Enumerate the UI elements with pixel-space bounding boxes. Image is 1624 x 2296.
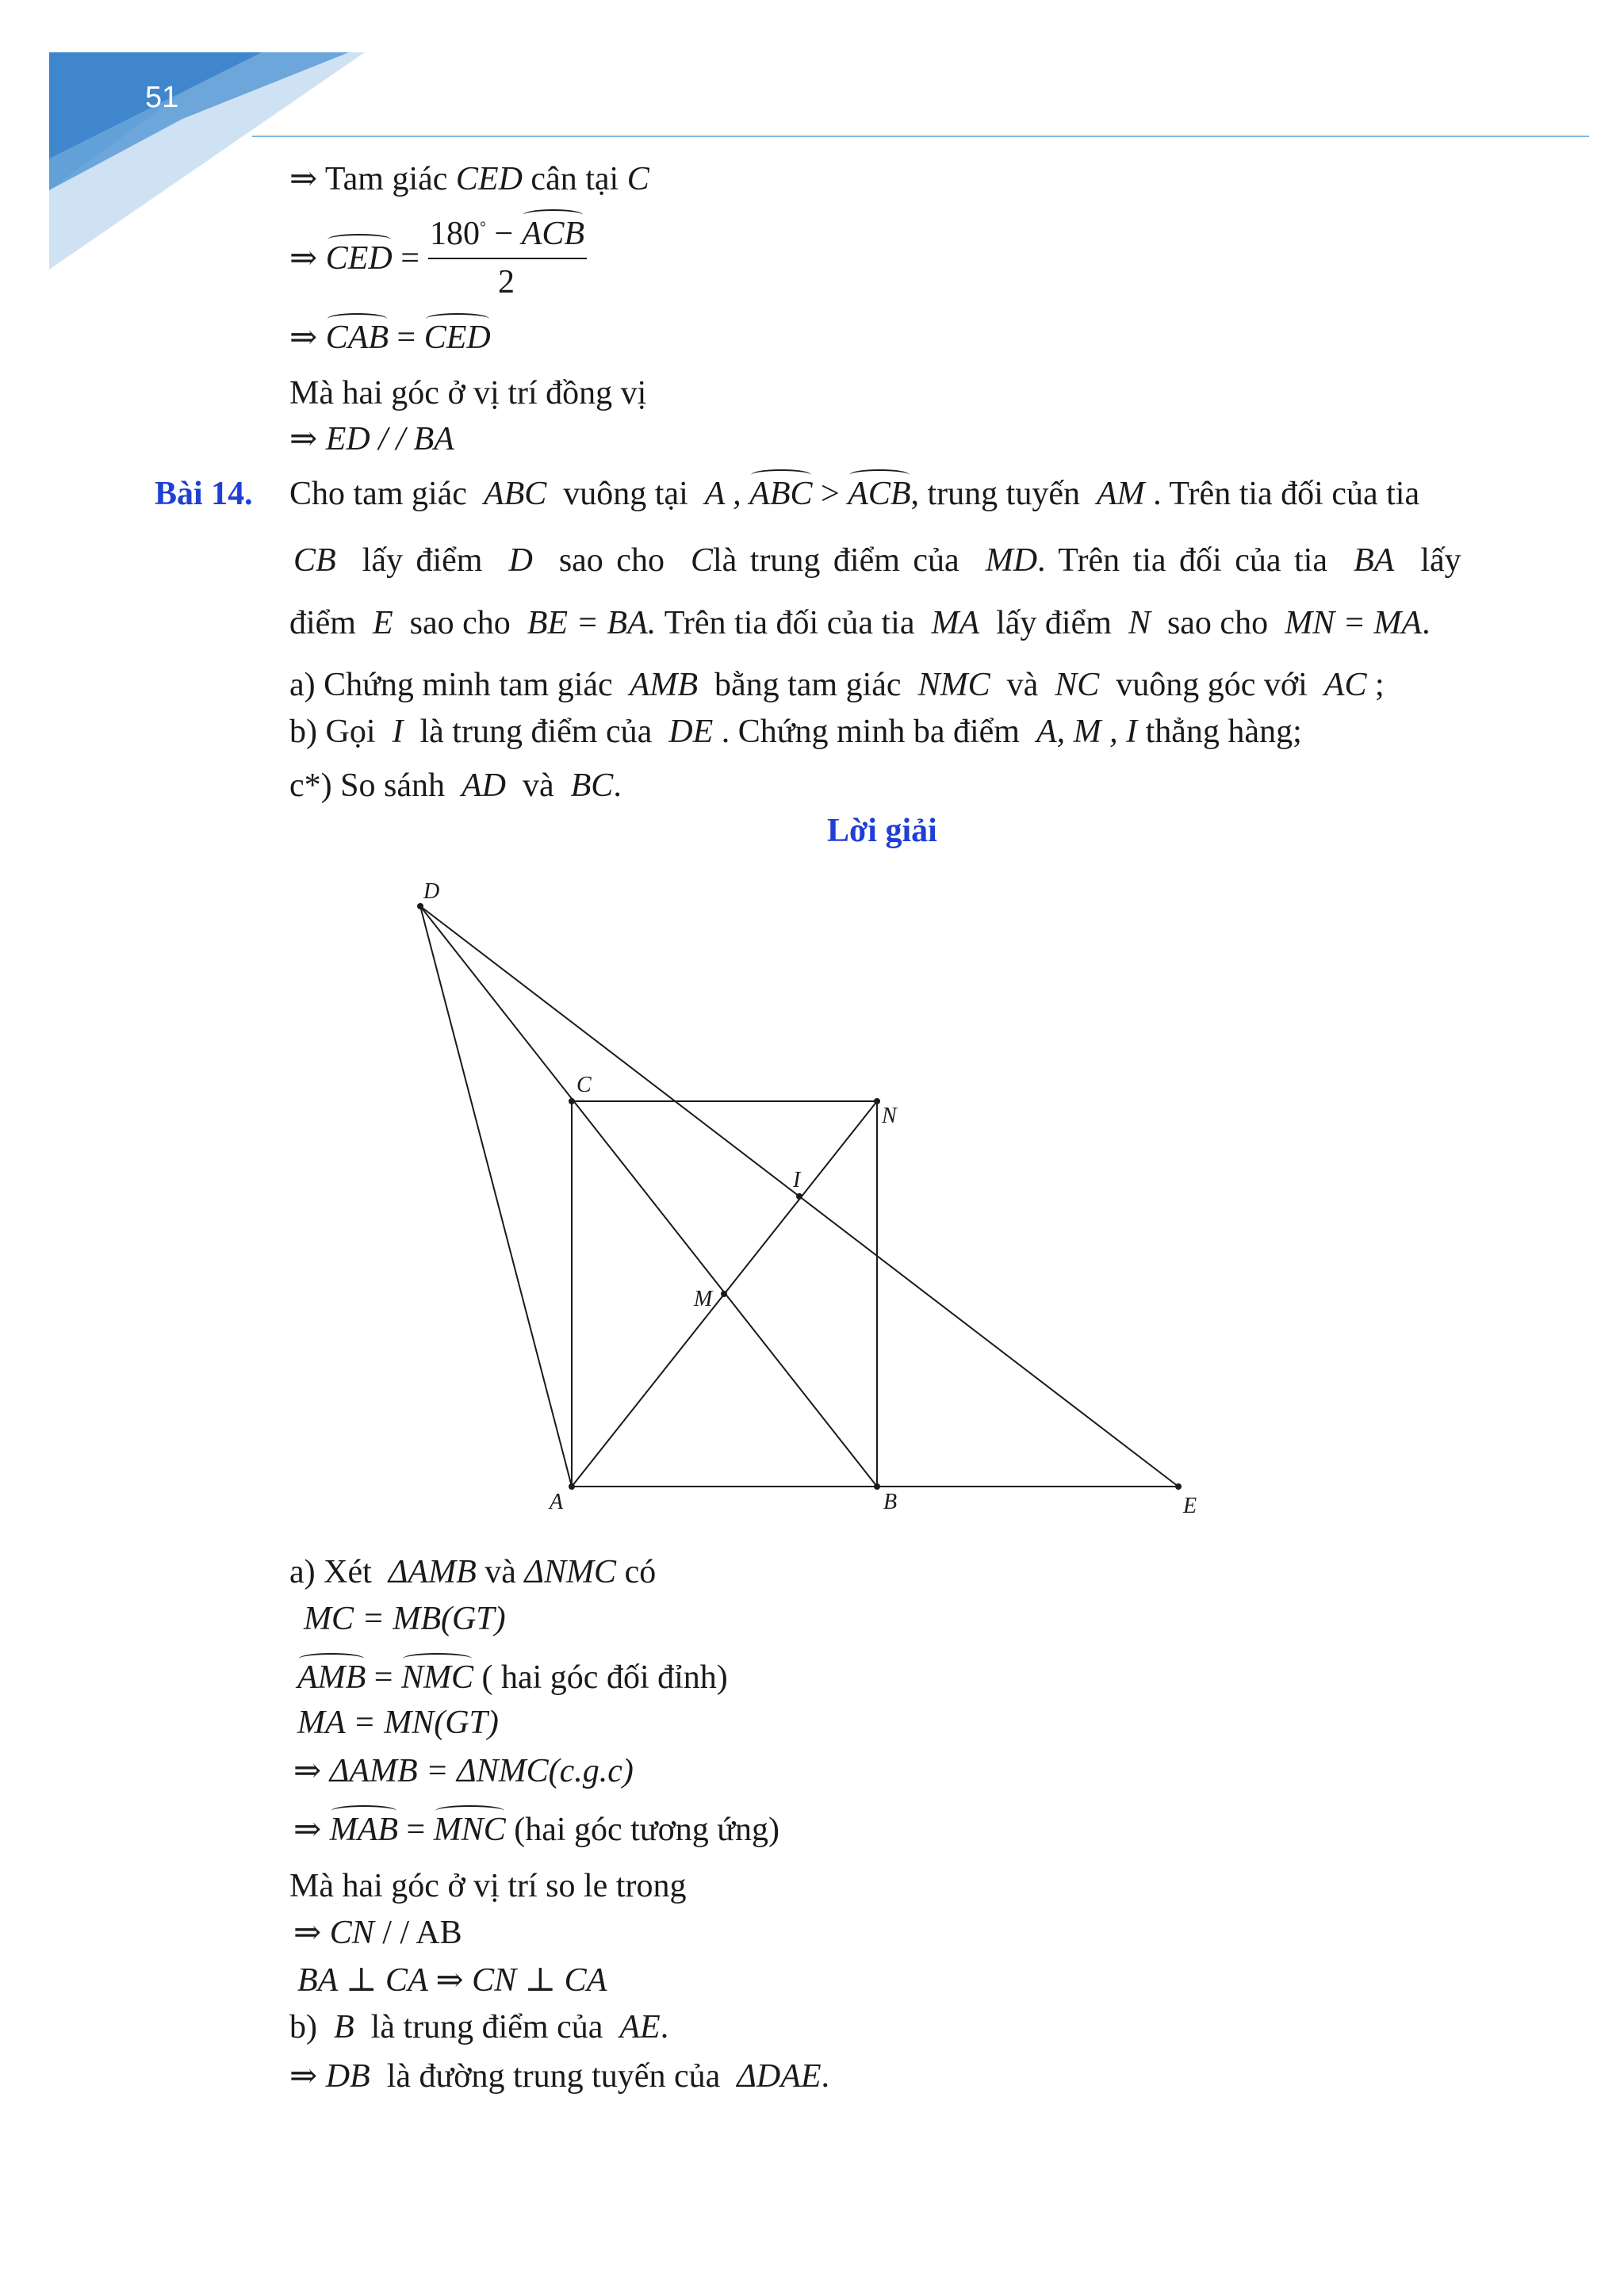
solution-title: Lời giải — [827, 813, 937, 849]
question-c: c*) So sánh AD và BC. — [289, 767, 622, 804]
point-N — [874, 1098, 880, 1104]
problem-line-3: điểm E sao cho BE = BA. Trên tia đối của tia MA lấy điểm N sao cho MN = MA. — [289, 605, 1431, 641]
point-E — [1175, 1483, 1182, 1490]
label-I: I — [793, 1168, 801, 1192]
label-D: D — [423, 879, 440, 904]
question-a: a) Chứng minh tam giác AMB bằng tam giác NMC và NC vuông góc với AC ; — [289, 667, 1385, 703]
solution-line-5: ⇒ ΔAMB = ΔNMC(c.g.c) — [293, 1753, 634, 1789]
segment-DB — [420, 906, 877, 1487]
label-B: B — [883, 1490, 898, 1514]
prev-line-5: ⇒ ED / / BA — [289, 421, 454, 457]
solution-line-4: MA = MN(GT) — [297, 1705, 499, 1741]
label-M: M — [694, 1287, 713, 1311]
geometry-figure — [381, 872, 1253, 1530]
prev-line-1: ⇒ Tam giác CED cân tại C — [289, 161, 649, 197]
prev-line-4: Mà hai góc ở vị trí đồng vị — [289, 375, 647, 411]
point-D — [417, 903, 423, 909]
point-M — [721, 1291, 727, 1297]
label-A: A — [550, 1490, 564, 1514]
problem-line-2: CB lấy điểm D sao cho Clà trung điểm của MD. Trên tia đối của tia BA lấy — [293, 542, 1461, 579]
header-rule — [252, 136, 1589, 137]
segment-DA — [420, 906, 572, 1487]
label-E: E — [1183, 1494, 1197, 1518]
point-C — [569, 1098, 575, 1104]
solution-line-7: Mà hai góc ở vị trí so le trong — [289, 1868, 687, 1904]
label-C: C — [576, 1073, 592, 1097]
problem-line-1: Cho tam giác ABC vuông tại A , ABC > ACB, trung tuyến AM . Trên tia đối của tia — [289, 476, 1420, 512]
solution-line-8: ⇒ CN / / AB — [293, 1915, 462, 1951]
solution-line-10: b) B là trung điểm của AE. — [289, 2009, 669, 2045]
solution-line-3: AMB = NMC ( hai góc đối đỉnh) — [297, 1659, 728, 1696]
label-N: N — [882, 1104, 897, 1128]
question-b: b) Gọi I là trung điểm của DE . Chứng minh ba điểm A, M , I thẳng hàng; — [289, 714, 1302, 750]
point-I — [796, 1193, 802, 1200]
solution-line-9: BA ⊥ CA ⇒ CN ⊥ CA — [297, 1962, 607, 1999]
prev-line-2: ⇒ CED = — [289, 240, 419, 277]
solution-line-1: a) Xét ΔAMB và ΔNMC có — [289, 1554, 657, 1590]
point-B — [874, 1483, 880, 1490]
point-A — [569, 1483, 575, 1490]
page-number: 51 — [145, 81, 179, 114]
solution-line-11: ⇒ DB là đường trung tuyến của ΔDAE. — [289, 2058, 830, 2095]
prev-line-3: ⇒ CAB = CED — [289, 320, 491, 356]
solution-line-2: MC = MB(GT) — [304, 1601, 506, 1637]
solution-line-6: ⇒ MAB = MNC (hai góc tương ứng) — [293, 1812, 780, 1848]
problem-label: Bài 14. — [155, 476, 253, 512]
